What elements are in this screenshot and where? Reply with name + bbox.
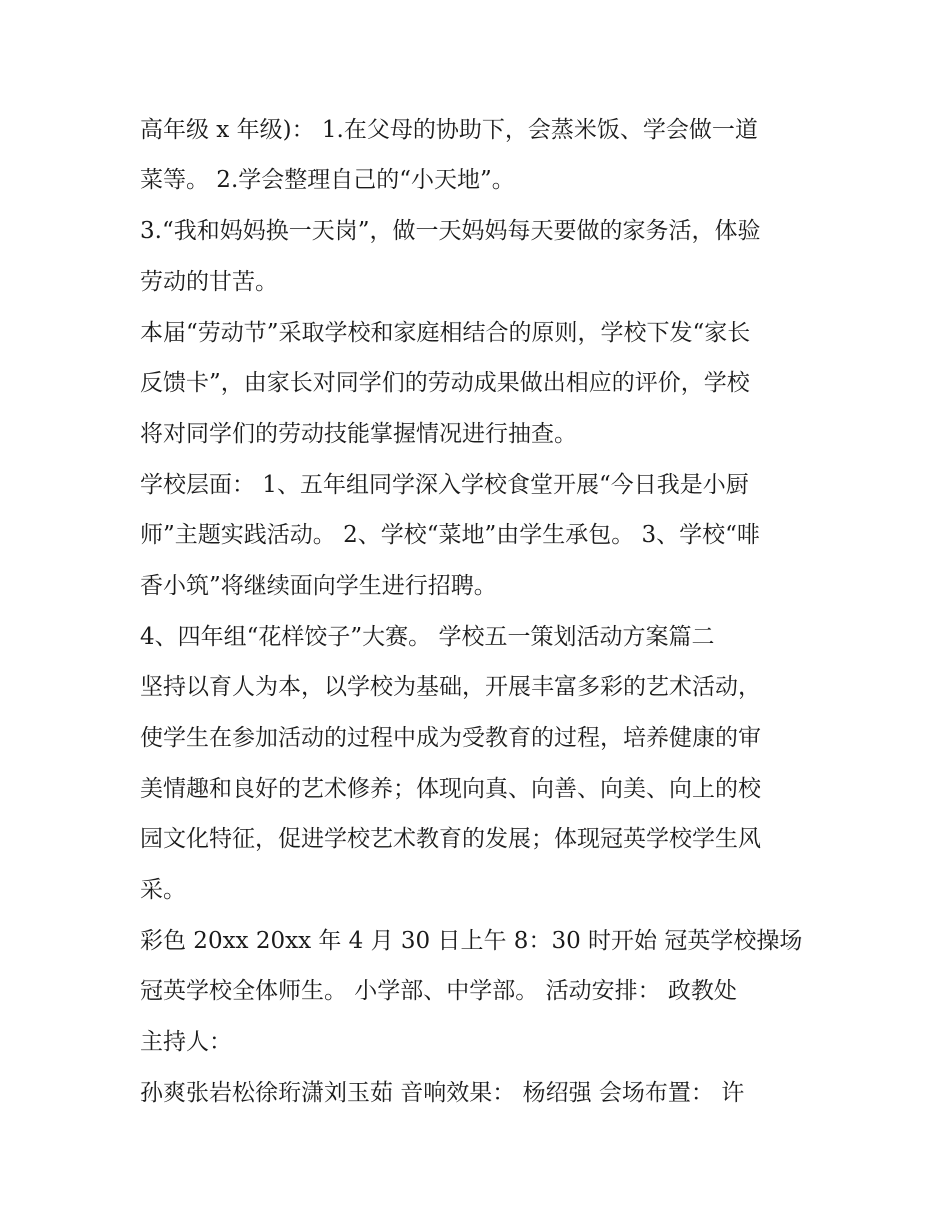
text-line: 本届“劳动节”采取学校和家庭相结合的原则，学校下发“家长 (140, 320, 751, 346)
text-line: 香小筑”将继续面向学生进行招聘。 (140, 573, 497, 599)
text-line: 孙爽张岩松徐珩潇刘玉茹 音响效果： 杨绍强 会场布置： 许 (140, 1080, 745, 1106)
text-line: 坚持以育人为本，以学校为基础，开展丰富多彩的艺术活动， (140, 674, 761, 700)
text-line: 将对同学们的劳动技能掌握情况进行抽查。 (140, 421, 577, 447)
text-line: 师”主题实践活动。 2、学校“菜地”由学生承包。 3、学校“啡 (140, 522, 760, 548)
text-line: 使学生在参加活动的过程中成为受教育的过程，培养健康的审 (140, 725, 761, 751)
text-line: 主持人： (140, 1029, 232, 1055)
text-line: 高年级 x 年级)： 1.在父母的协助下，会蒸米饭、学会做一道 (140, 117, 758, 143)
text-line: 冠英学校全体师生。 小学部、中学部。 活动安排： 政教处 (140, 978, 737, 1004)
text-line: 3.“我和妈妈换一天岗”，做一天妈妈每天要做的家务活，体验 (140, 218, 761, 244)
text-line: 反馈卡”，由家长对同学们的劳动成果做出相应的评价，学校 (140, 370, 750, 396)
text-line: 园文化特征，促进学校艺术教育的发展；体现冠英学校学生风 (140, 826, 761, 852)
text-line: 菜等。 2.学会整理自己的“小天地”。 (140, 167, 515, 193)
text-line: 采。 (140, 877, 186, 903)
text-line: 彩色 20xx 20xx 年 4 月 30 日上午 8：30 时开始 冠英学校操场 (140, 928, 803, 954)
text-line: 劳动的甘苦。 (140, 269, 278, 295)
text-line: 4、四年组“花样饺子”大赛。 学校五一策划活动方案篇二 (140, 624, 715, 650)
text-line: 学校层面： 1、五年组同学深入学校食堂开展“今日我是小厨 (140, 472, 749, 498)
text-line: 美情趣和良好的艺术修养；体现向真、向善、向美、向上的校 (140, 776, 761, 802)
